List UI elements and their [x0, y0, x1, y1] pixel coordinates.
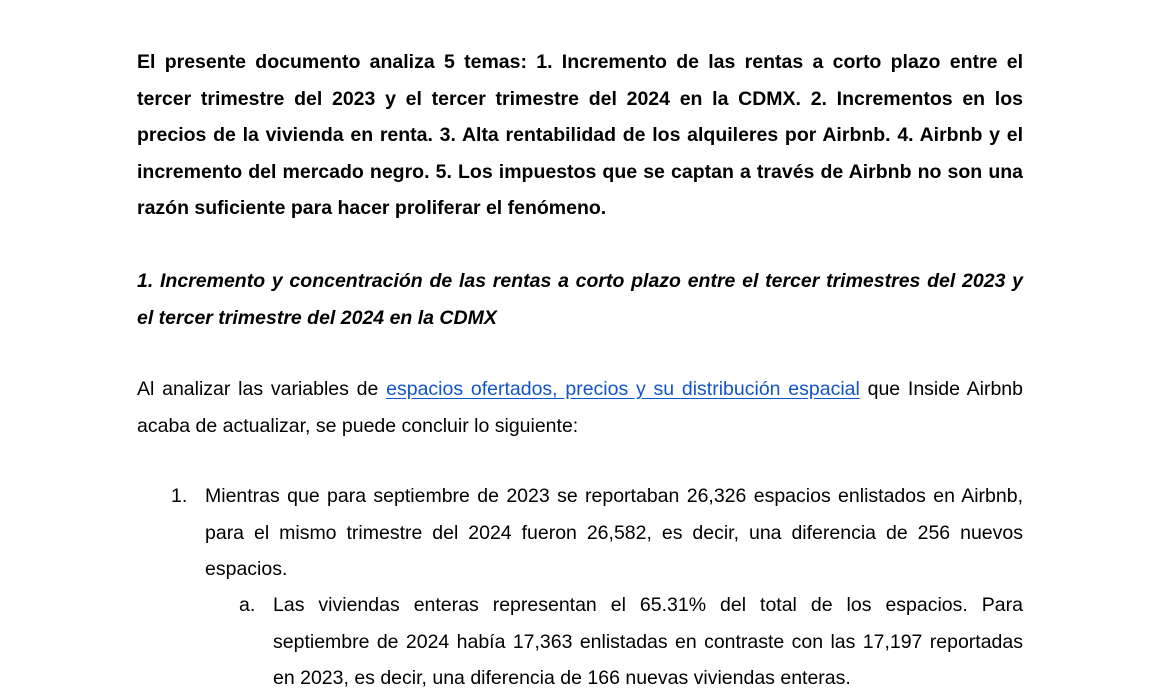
data-source-link[interactable]: espacios ofertados, precios y su distribución espacial	[386, 378, 860, 400]
list-item-number: 1.	[171, 485, 188, 507]
paragraph-text-after-link: que Inside Airbnb acaba de actualizar, se puede concluir lo siguiente:	[137, 378, 1023, 437]
section-heading: 1. Incremento y concentración de las rentas a corto plazo entre el tercer trimestres del 2023 y el tercer trimestre del 2024 en la CDMX	[137, 270, 1023, 329]
list-item: Mientras que para septiembre de 2023 se reportaban 26,326 espacios enlistados en Airbnb, para el mismo trimestre del 2024 fueron 26,582, es decir, una diferencia de 256 nuevos espacios.	[205, 485, 1023, 580]
intro-paragraph: El presente documento analiza 5 temas: 1. Incremento de las rentas a corto plazo entre el tercer trimestre del 2023 y el tercer trimestre del 2024 en la CDMX. 2. Incrementos en los precios de la vivienda en renta. 3. Alta rentabilidad de los alquileres por Airbnb. 4. Airbnb y el incremento del mercado negro. 5. Los impuestos que se captan a través de Airbnb no son una razón suficiente para hacer proliferar el fenómeno.	[137, 51, 1023, 219]
paragraph-text-before-link: Al analizar las variables de	[137, 378, 387, 400]
sublist-item: Las viviendas enteras representan el 65.31% del total de los espacios. Para septiembre de 2024 había 17,363 enlistadas en contraste con las 17,197 reportadas en 2023, es decir, una diferencia de 166 nuevas viviendas enteras.	[273, 594, 1023, 689]
body-paragraph	[137, 371, 1023, 444]
sublist-item-letter: a.	[239, 594, 256, 616]
